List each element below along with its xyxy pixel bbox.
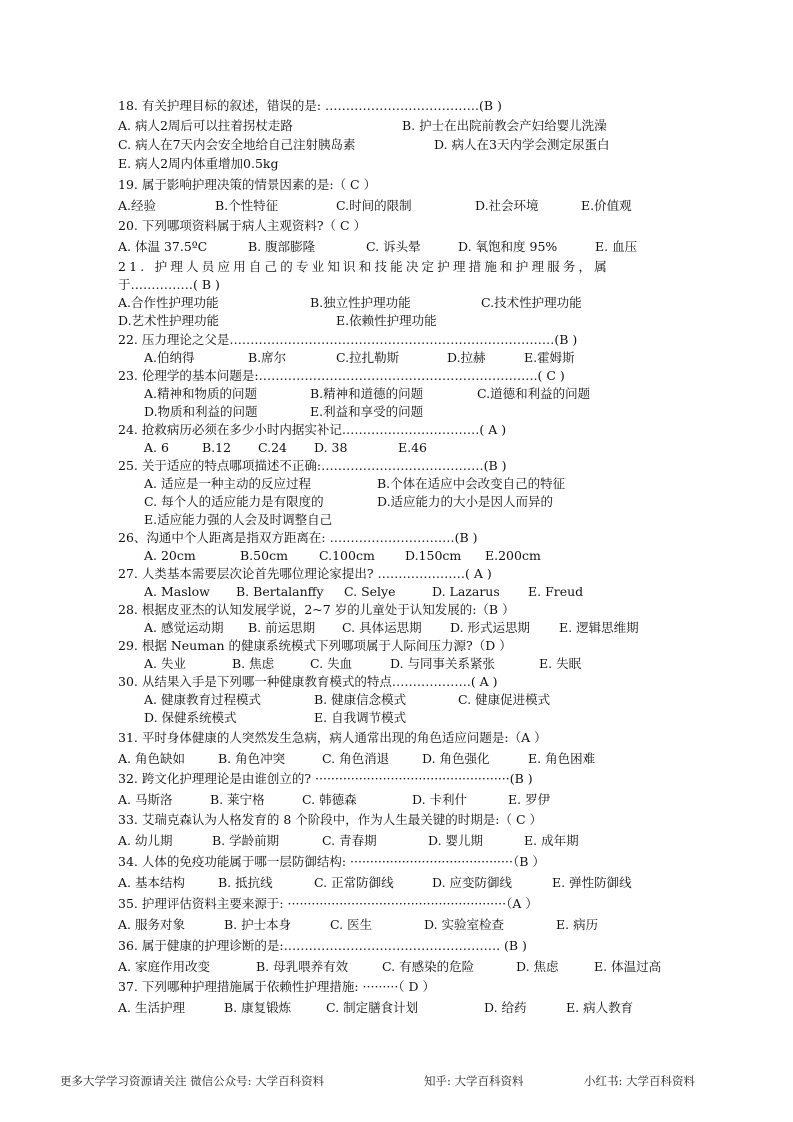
- question-23-option-c: C.道德和利益的问题: [477, 386, 591, 401]
- question-28-option-a: A. 感觉运动期: [144, 620, 224, 635]
- question-34-option-e: E. 弹性防御线: [552, 875, 632, 890]
- question-23-option-d: D.物质和利益的问题: [144, 404, 258, 419]
- question-25-option-e: E.适应能力强的人会及时调整自己: [144, 512, 333, 527]
- question-33-option-d: D. 婴儿期: [428, 833, 484, 848]
- question-36-option-b: B. 母乳喂养有效: [256, 959, 349, 974]
- question-37-option-d: D. 给药: [484, 1000, 527, 1015]
- question-21-stem: 21. 护理人员应用自己的专业知识和技能决定护理措施和护理服务，属: [118, 259, 610, 274]
- question-19-option-b: B.个性特征: [215, 198, 279, 213]
- question-24-option-a: A. 6: [144, 440, 169, 455]
- question-29-option-c: C. 失血: [310, 656, 353, 671]
- question-33-option-c: C. 青春期: [322, 833, 377, 848]
- question-18-stem: 18. 有关护理目标的叙述，错误的是: ……………………………….(B ): [118, 98, 502, 113]
- question-18-option-a: A. 病人2周后可以拄着拐杖走路: [118, 118, 293, 133]
- question-32-option-a: A. 马斯洛: [118, 792, 173, 807]
- question-24-option-b: B.12: [202, 440, 232, 455]
- question-35-option-c: C. 医生: [330, 917, 373, 932]
- question-30-option-c: C. 健康促进模式: [458, 692, 551, 707]
- question-33-option-b: B. 学龄前期: [212, 833, 280, 848]
- question-28-option-b: B. 前运思期: [248, 620, 316, 635]
- question-31-option-c: C. 角色消退: [322, 751, 390, 766]
- question-27-option-d: D. Lazarus: [432, 584, 500, 599]
- question-18-option-e: E. 病人2周内体重增加0.5kg: [118, 156, 279, 171]
- question-21-stem-continued: 于……………( B ): [118, 277, 220, 292]
- question-28-option-d: D. 形式运思期: [450, 620, 531, 635]
- question-32-option-c: C. 韩德森: [302, 792, 357, 807]
- question-18-option-d: D. 病人在3天内学会测定尿蛋白: [434, 137, 610, 152]
- question-25-option-b: B.个体在适应中会改变自己的特征: [377, 476, 566, 491]
- question-27-option-c: C. Selye: [344, 584, 396, 599]
- question-22-option-a: A.伯纳得: [144, 350, 195, 365]
- question-26-option-c: C.100cm: [319, 548, 375, 563]
- question-37-option-c: C. 制定膳食计划: [326, 1000, 419, 1015]
- question-25-option-d: D.适应能力的大小是因人而异的: [377, 494, 554, 509]
- question-33-stem: 33. 艾瑞克森认为人格发育的 8 个阶段中，作为人生最关键的时期是:（ C ）: [118, 812, 542, 827]
- question-21-option-b: B.独立性护理功能: [310, 295, 411, 310]
- question-22-option-b: B.席尔: [248, 350, 287, 365]
- question-25-option-c: C. 每个人的适应能力是有限度的: [144, 494, 324, 509]
- question-20-option-e: E. 血压: [595, 239, 638, 254]
- question-19-option-d: D.社会环境: [475, 198, 539, 213]
- question-19-option-c: C.时间的限制: [336, 198, 412, 213]
- question-23-option-e: E.利益和享受的问题: [310, 404, 424, 419]
- question-29-option-a: A. 失业: [144, 656, 186, 671]
- question-31-option-d: D. 角色强化: [422, 751, 490, 766]
- question-25-option-a: A. 适应是一种主动的反应过程: [144, 476, 311, 491]
- question-31-option-e: E. 角色困难: [528, 751, 596, 766]
- question-26-option-b: B.50cm: [240, 548, 288, 563]
- question-30-option-a: A. 健康教育过程模式: [144, 692, 261, 707]
- question-28-option-e: E. 逻辑思维期: [559, 620, 639, 635]
- question-35-option-d: D. 实验室检查: [424, 917, 505, 932]
- question-30-option-e: E. 自我调节模式: [314, 710, 407, 725]
- question-29-option-d: D. 与同事关系紧张: [390, 656, 496, 671]
- question-22-option-e: E.霍姆斯: [524, 350, 575, 365]
- question-35-option-a: A. 服务对象: [118, 917, 185, 932]
- question-30-option-b: B. 健康信念模式: [314, 692, 407, 707]
- question-34-option-b: B. 抵抗线: [218, 875, 273, 890]
- question-37-option-a: A. 生活护理: [118, 1000, 185, 1015]
- question-36-option-a: A. 家庭作用改变: [118, 959, 210, 974]
- question-26-option-a: A. 20cm: [144, 548, 196, 563]
- question-35-option-b: B. 护士本身: [224, 917, 292, 932]
- question-26-option-e: E.200cm: [485, 548, 541, 563]
- question-30-option-d: D. 保健系统模式: [144, 710, 237, 725]
- question-37-option-e: E. 病人教育: [566, 1000, 634, 1015]
- footer-zhihu: 知乎: 大学百科资料: [424, 1074, 524, 1088]
- question-21-option-d: D.艺术性护理功能: [118, 313, 220, 328]
- question-28-option-c: C. 具体运思期: [342, 620, 422, 635]
- question-20-option-c: C. 诉头晕: [366, 239, 421, 254]
- question-35-stem: 35. 护理评估资料主要来源于: ·······················································（A ）: [118, 896, 538, 911]
- question-24-option-d: D. 38: [314, 440, 348, 455]
- question-31-option-a: A. 角色缺如: [118, 751, 185, 766]
- question-34-option-d: D. 应变防御线: [432, 875, 513, 890]
- footer-xiaohongshu: 小红书: 大学百科资料: [584, 1074, 696, 1088]
- question-34-option-a: A. 基本结构: [118, 875, 185, 890]
- question-34-option-c: C. 正常防御线: [314, 875, 394, 890]
- question-28-stem: 28. 根据皮亚杰的认知发展学说，2~7 岁的儿童处于认知发展的:（B ）: [118, 602, 515, 617]
- question-23-stem: 23. 伦理学的基本问题是:………………………………………………………….( C ): [118, 368, 565, 383]
- question-27-stem: 27. 人类基本需要层次论首先哪位理论家提出? …………………( A ): [118, 566, 492, 581]
- question-23-option-b: B.精神和道德的问题: [310, 386, 424, 401]
- question-34-stem: 34. 人体的免疫功能属于哪一层防御结构: ·········································（B ）: [118, 854, 545, 869]
- question-19-stem: 19. 属于影响护理决策的情景因素的是:（ C ）: [118, 177, 377, 192]
- question-22-option-d: D.拉赫: [447, 350, 486, 365]
- question-20-option-d: D. 氧饱和度 95%: [458, 239, 558, 254]
- footer-wechat-notice: 更多大学学习资源请关注 微信公众号: 大学百科资料: [60, 1074, 325, 1088]
- question-30-stem: 30. 从结果入手是下列哪一种健康教育模式的特点……………….( A ): [118, 674, 498, 689]
- question-33-option-e: E. 成年期: [524, 833, 579, 848]
- question-21-option-e: E.依赖性护理功能: [336, 313, 437, 328]
- question-32-option-e: E. 罗伊: [508, 792, 551, 807]
- question-31-stem: 31. 平时身体健康的人突然发生急病，病人通常出现的角色适应问题是:（A ）: [118, 730, 547, 745]
- question-36-stem: 36. 属于健康的护理诊断的是:……………………………………………. (B ): [118, 938, 527, 953]
- question-20-option-b: B. 腹部膨隆: [248, 239, 316, 254]
- question-20-stem: 20. 下列哪项资料属于病人主观资料?（ C ）: [118, 218, 367, 233]
- question-31-option-b: B. 角色冲突: [218, 751, 286, 766]
- question-27-option-b: B. Bertalanffy: [236, 584, 324, 599]
- question-36-option-e: E. 体温过高: [594, 959, 662, 974]
- question-37-stem: 37. 下列哪种护理措施属于依赖性护理措施: ·········（ D ）: [118, 979, 436, 994]
- question-32-stem: 32. 跨文化护理理论是由谁创立的? ·················································(B ): [118, 771, 533, 786]
- question-19-option-a: A.经验: [118, 198, 157, 213]
- question-32-option-d: D. 卡利什: [412, 792, 468, 807]
- question-37-option-b: B. 康复锻炼: [224, 1000, 292, 1015]
- question-32-option-b: B. 莱宁格: [210, 792, 265, 807]
- question-26-option-d: D.150cm: [405, 548, 462, 563]
- question-23-option-a: A.精神和物质的问题: [144, 386, 258, 401]
- question-29-stem: 29. 根据 Neuman 的健康系统模式下列哪项属于人际间压力源?（D ）: [118, 638, 512, 653]
- question-36-option-c: C. 有感染的危险: [382, 959, 475, 974]
- question-25-stem: 25. 关于适应的特点哪项描述不正确:…………………………………(B ): [118, 458, 507, 473]
- question-27-option-e: E. Freud: [528, 584, 584, 599]
- question-18-option-c: C. 病人在7天内会安全地给自己注射胰岛素: [118, 137, 356, 152]
- question-35-option-e: E. 病历: [556, 917, 599, 932]
- question-24-option-e: E.46: [398, 440, 428, 455]
- question-24-stem: 24. 抢救病历必须在多少小时内据实补记……………………………( A ): [118, 422, 507, 437]
- question-22-option-c: C.拉扎勒斯: [336, 350, 400, 365]
- question-21-option-a: A.合作性护理功能: [118, 295, 219, 310]
- question-36-option-d: D. 焦虑: [516, 959, 559, 974]
- question-26-stem: 26、沟通中个人距离是指双方距离在: …………………………(B ): [118, 530, 478, 545]
- question-20-option-a: A. 体温 37.5ºC: [118, 239, 208, 254]
- question-21-option-c: C.技术性护理功能: [481, 295, 582, 310]
- question-18-option-b: B. 护士在出院前教会产妇给婴儿洗澡: [402, 118, 607, 133]
- question-19-option-e: E.价值观: [581, 198, 632, 213]
- question-22-stem: 22. 压力理论之父是……………………………………………………………………(B ): [118, 332, 578, 347]
- question-33-option-a: A. 幼儿期: [118, 833, 173, 848]
- question-27-option-a: A. Maslow: [144, 584, 210, 599]
- question-29-option-b: B. 焦虑: [232, 656, 275, 671]
- question-24-option-c: C.24: [258, 440, 287, 455]
- question-29-option-e: E. 失眠: [539, 656, 582, 671]
